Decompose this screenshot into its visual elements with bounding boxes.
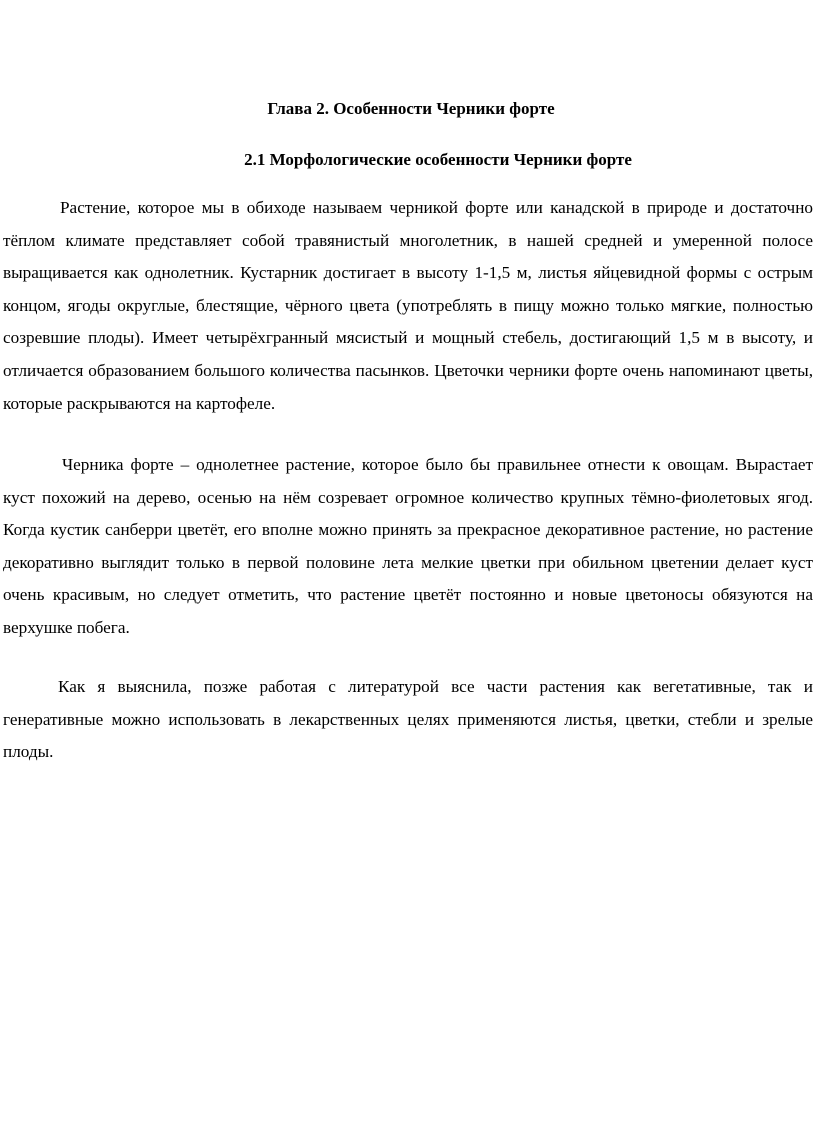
paragraph-2: Черника форте – однолетнее растение, которое было бы правильнее отнести к овощам. Вырастает куст похожий на дерево, осенью на нём созревает огромное количество крупных тёмно-фиолетовых ягод. Когда кустик санберри цветёт, его вполне можно принять за прекрасное декоративное растение, но растение декоративно выглядит только в первой половине лета мелкие цветки при обильном цветении делает куст очень красивым, но следует отметить, что растение цветёт постоянно и новые цветоносы обязуются на верхушке побега. <box>3 455 813 637</box>
section-title: 2.1 Морфологические особенности Черники форте <box>244 150 632 169</box>
paragraph-3: Как я выяснила, позже работая с литературой все части растения как вегетативные, так и генеративные можно использовать в лекарственных целях применяются листья, цветки, стебли и зрелые плоды. <box>3 677 813 762</box>
chapter-title: Глава 2. Особенности Черники форте <box>267 99 555 118</box>
paragraph-1: Растение, которое мы в обиходе называем черникой форте или канадской в природе и достаточно тёплом климате представляет собой травянистый многолетник, в нашей средней и умеренной полосе выращивается как однолетник. Кустарник достигает в высоту 1-1,5 м, листья яйцевидной формы с острым концом, ягоды округлые, блестящие, чёрного цвета (употреблять в пищу можно только мягкие, полностью созревшие плоды). Имеет четырёхгранный мясистый и мощный стебель, достигающий 1,5 м в высоту, и отличается образованием большого количества пасынков. Цветочки черники форте очень напоминают цветы, которые раскрываются на картофеле. <box>3 198 813 413</box>
